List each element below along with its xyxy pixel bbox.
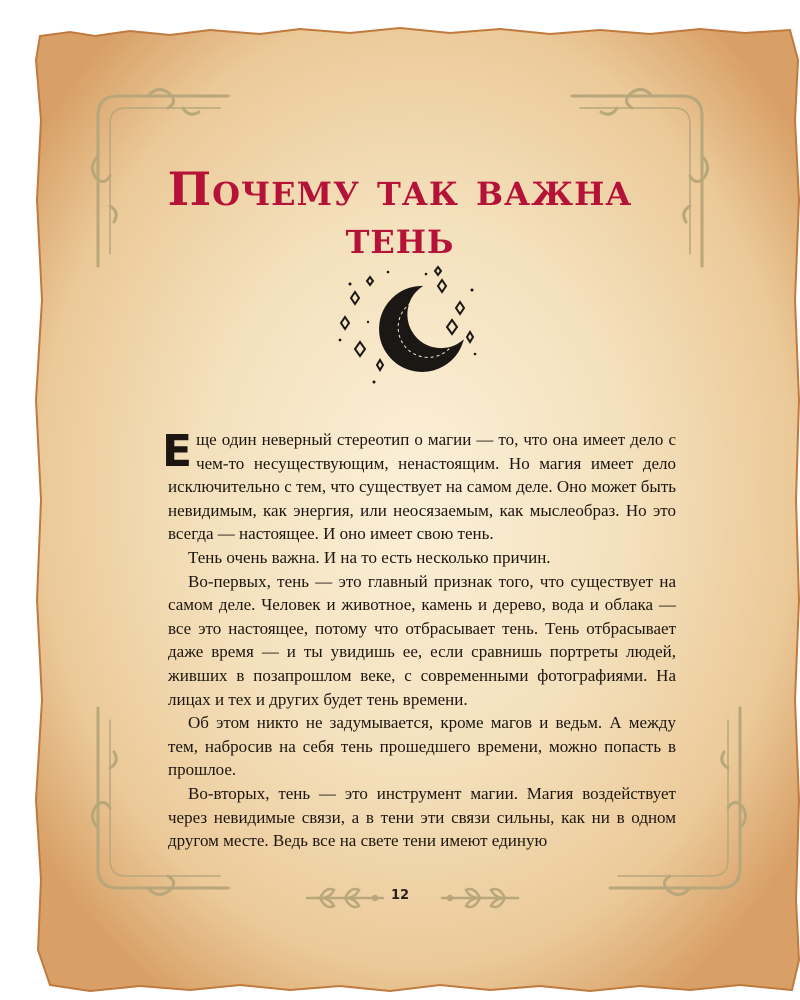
title-line-2: тень [345,210,455,264]
paragraph-4: Об этом никто не задумывается, кроме магов и ведьм. А между тем, набросив на себя тень прошедшего времени, можно попасть в прошлое. [168,713,676,780]
paragraph-1 [162,426,676,546]
page-number: 12 [390,888,410,903]
paragraph-5: Во-вторых, тень — это инструмент магии. Магия воздействует через невидимые связи, а в тени эти связи сильны, как ни в одном другом месте. Ведь все на свете тени имеют единую [168,783,676,851]
laurel-branch-icon [440,882,520,912]
drop-cap: Е [162,426,193,477]
crescent-moon-with-stars-icon [330,262,480,392]
title-line-1: Почему так важна [167,162,633,216]
paragraph-1-text: ще один неверный стереотип о магии — то, что она имеет дело с чем-то несуществующим, ненастоящим. Но магия имеет дело исключительно с тем, что существует на самом деле. Оно может быть невидимым, как энергия, или неосязаемым, как мыслеобраз. Но это всегда — настоящее. И оно имеет свою тень. [168,430,676,544]
laurel-branch-icon [305,882,385,912]
paragraph-2: Тень очень важна. И на то есть несколько причин. [188,547,551,567]
page-title [120,162,680,264]
paragraph-3: Во-первых, тень — это главный признак того, что существует на самом деле. Человек и животное, камень и дерево, вода и облака — все это настоящее, потому что отбрасывает тень. Тень отбрасывает даже время — и ты увидишь ее, если сравнишь портреты людей, живших в позапрошлом веке, с современными фотографиями. На лицах и тех и других будет тень времени. [168,571,676,709]
article-body [162,426,676,853]
